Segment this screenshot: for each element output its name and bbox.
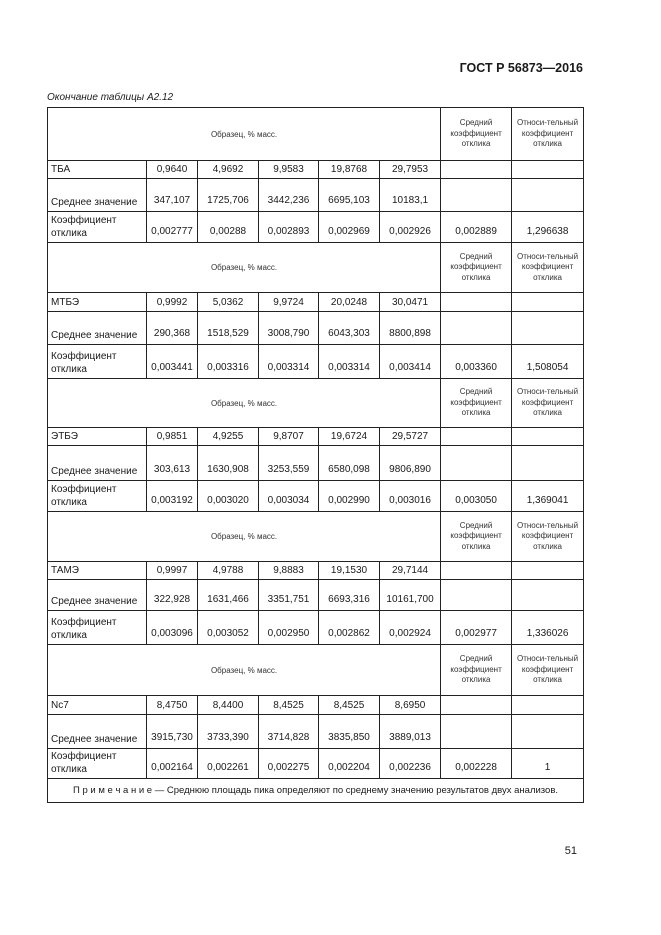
sample-concentration-cell: 29,7953 <box>380 161 441 179</box>
coefficient-value-cell: 0,002261 <box>198 749 259 779</box>
relative-coefficient-cell: 1,296638 <box>512 212 584 243</box>
note-row <box>48 779 584 803</box>
coefficient-value-cell: 0,00288 <box>198 212 259 243</box>
empty-cell <box>512 428 584 446</box>
avg-coefficient-header: Средний коэффициент отклика <box>441 512 512 562</box>
sample-concentration-cell: 8,4525 <box>259 696 319 715</box>
group-header-row <box>48 243 584 293</box>
coefficient-row <box>48 749 584 779</box>
empty-cell <box>441 428 512 446</box>
avg-coefficient-header: Средний коэффициент отклика <box>441 243 512 293</box>
empty-cell <box>441 562 512 580</box>
response-factor-table <box>47 107 584 803</box>
mean-row <box>48 580 584 611</box>
relative-coefficient-cell: 1 <box>512 749 584 779</box>
table-caption: Окончание таблицы А2.12 <box>47 92 174 103</box>
mean-label: Среднее значение <box>48 179 147 212</box>
avg-coefficient-header: Средний коэффициент отклика <box>441 379 512 428</box>
empty-cell <box>441 446 512 481</box>
compound-row <box>48 161 584 179</box>
mean-label: Среднее значение <box>48 312 147 345</box>
mean-value-cell: 6695,103 <box>319 179 380 212</box>
mean-value-cell: 1725,706 <box>198 179 259 212</box>
sample-concentration-cell: 8,4525 <box>319 696 380 715</box>
group-header-row <box>48 108 584 161</box>
mean-value-cell: 3835,850 <box>319 715 380 749</box>
empty-cell <box>441 179 512 212</box>
mean-label: Среднее значение <box>48 715 147 749</box>
sample-concentration-cell: 29,5727 <box>380 428 441 446</box>
relative-coefficient-header: Относи-тельный коэффициент отклика <box>512 379 584 428</box>
mean-value-cell: 6580,098 <box>319 446 380 481</box>
coefficient-label: Коэффициент отклика <box>48 345 147 379</box>
compound-name: Nc7 <box>48 696 147 715</box>
relative-coefficient-header: Относи-тельный коэффициент отклика <box>512 108 584 161</box>
mean-value-cell: 10161,700 <box>380 580 441 611</box>
avg-coefficient-cell: 0,003050 <box>441 481 512 512</box>
sample-concentration-cell: 19,1530 <box>319 562 380 580</box>
coefficient-value-cell: 0,002924 <box>380 611 441 645</box>
empty-cell <box>441 293 512 312</box>
avg-coefficient-cell: 0,002977 <box>441 611 512 645</box>
sample-concentration-cell: 20,0248 <box>319 293 380 312</box>
empty-cell <box>512 179 584 212</box>
sample-column-header: Образец, % масс. <box>48 379 441 428</box>
empty-cell <box>512 293 584 312</box>
relative-coefficient-header: Относи-тельный коэффициент отклика <box>512 512 584 562</box>
sample-concentration-cell: 0,9997 <box>147 562 198 580</box>
relative-coefficient-cell: 1,508054 <box>512 345 584 379</box>
compound-row <box>48 562 584 580</box>
mean-value-cell: 6043,303 <box>319 312 380 345</box>
coefficient-value-cell: 0,002275 <box>259 749 319 779</box>
mean-value-cell: 3351,751 <box>259 580 319 611</box>
coefficient-value-cell: 0,003096 <box>147 611 198 645</box>
compound-name: МТБЭ <box>48 293 147 312</box>
avg-coefficient-cell: 0,002889 <box>441 212 512 243</box>
coefficient-value-cell: 0,002204 <box>319 749 380 779</box>
coefficient-value-cell: 0,003034 <box>259 481 319 512</box>
avg-coefficient-header: Средний коэффициент отклика <box>441 645 512 696</box>
mean-value-cell: 290,368 <box>147 312 198 345</box>
mean-label: Среднее значение <box>48 580 147 611</box>
empty-cell <box>441 312 512 345</box>
sample-concentration-cell: 30,0471 <box>380 293 441 312</box>
coefficient-label: Коэффициент отклика <box>48 749 147 779</box>
sample-concentration-cell: 19,6724 <box>319 428 380 446</box>
coefficient-value-cell: 0,003052 <box>198 611 259 645</box>
compound-name: ЭТБЭ <box>48 428 147 446</box>
coefficient-value-cell: 0,003414 <box>380 345 441 379</box>
coefficient-value-cell: 0,002893 <box>259 212 319 243</box>
mean-value-cell: 303,613 <box>147 446 198 481</box>
coefficient-value-cell: 0,002990 <box>319 481 380 512</box>
sample-column-header: Образец, % масс. <box>48 512 441 562</box>
table-note: П р и м е ч а н и е — Среднюю площадь пика определяют по среднему значению результатов двух анализов. <box>48 779 584 803</box>
sample-concentration-cell: 9,8883 <box>259 562 319 580</box>
coefficient-value-cell: 0,003316 <box>198 345 259 379</box>
coefficient-row <box>48 481 584 512</box>
mean-value-cell: 6693,316 <box>319 580 380 611</box>
compound-name: ТАМЭ <box>48 562 147 580</box>
coefficient-value-cell: 0,003020 <box>198 481 259 512</box>
sample-concentration-cell: 8,4400 <box>198 696 259 715</box>
sample-concentration-cell: 9,9724 <box>259 293 319 312</box>
sample-concentration-cell: 9,9583 <box>259 161 319 179</box>
coefficient-row <box>48 345 584 379</box>
sample-concentration-cell: 8,4750 <box>147 696 198 715</box>
mean-value-cell: 3733,390 <box>198 715 259 749</box>
mean-row <box>48 179 584 212</box>
coefficient-value-cell: 0,003314 <box>259 345 319 379</box>
empty-cell <box>512 446 584 481</box>
sample-concentration-cell: 0,9992 <box>147 293 198 312</box>
mean-value-cell: 9806,890 <box>380 446 441 481</box>
sample-concentration-cell: 0,9640 <box>147 161 198 179</box>
mean-row <box>48 715 584 749</box>
standard-designation: ГОСТ Р 56873—2016 <box>459 61 583 75</box>
mean-row <box>48 446 584 481</box>
mean-value-cell: 322,928 <box>147 580 198 611</box>
page-number: 51 <box>564 845 577 857</box>
sample-concentration-cell: 0,9851 <box>147 428 198 446</box>
mean-value-cell: 347,107 <box>147 179 198 212</box>
sample-concentration-cell: 9,8707 <box>259 428 319 446</box>
empty-cell <box>512 161 584 179</box>
compound-name: ТБА <box>48 161 147 179</box>
empty-cell <box>512 580 584 611</box>
empty-cell <box>441 696 512 715</box>
coefficient-row <box>48 611 584 645</box>
sample-concentration-cell: 29,7144 <box>380 562 441 580</box>
coefficient-value-cell: 0,003441 <box>147 345 198 379</box>
compound-row <box>48 428 584 446</box>
mean-value-cell: 3714,828 <box>259 715 319 749</box>
coefficient-value-cell: 0,002969 <box>319 212 380 243</box>
group-header-row <box>48 379 584 428</box>
compound-row <box>48 293 584 312</box>
group-header-row <box>48 512 584 562</box>
mean-value-cell: 3442,236 <box>259 179 319 212</box>
coefficient-value-cell: 0,003192 <box>147 481 198 512</box>
avg-coefficient-cell: 0,003360 <box>441 345 512 379</box>
sample-concentration-cell: 19,8768 <box>319 161 380 179</box>
sample-concentration-cell: 8,6950 <box>380 696 441 715</box>
coefficient-row <box>48 212 584 243</box>
empty-cell <box>441 715 512 749</box>
empty-cell <box>512 312 584 345</box>
coefficient-label: Коэффициент отклика <box>48 212 147 243</box>
sample-concentration-cell: 4,9788 <box>198 562 259 580</box>
empty-cell <box>512 562 584 580</box>
coefficient-value-cell: 0,002236 <box>380 749 441 779</box>
sample-column-header: Образец, % масс. <box>48 243 441 293</box>
coefficient-value-cell: 0,002926 <box>380 212 441 243</box>
coefficient-value-cell: 0,003314 <box>319 345 380 379</box>
relative-coefficient-cell: 1,369041 <box>512 481 584 512</box>
mean-value-cell: 3253,559 <box>259 446 319 481</box>
mean-label: Среднее значение <box>48 446 147 481</box>
relative-coefficient-cell: 1,336026 <box>512 611 584 645</box>
coefficient-value-cell: 0,002862 <box>319 611 380 645</box>
avg-coefficient-cell: 0,002228 <box>441 749 512 779</box>
mean-value-cell: 10183,1 <box>380 179 441 212</box>
relative-coefficient-header: Относи-тельный коэффициент отклика <box>512 243 584 293</box>
coefficient-label: Коэффициент отклика <box>48 611 147 645</box>
mean-value-cell: 3889,013 <box>380 715 441 749</box>
mean-value-cell: 8800,898 <box>380 312 441 345</box>
coefficient-value-cell: 0,002950 <box>259 611 319 645</box>
group-header-row <box>48 645 584 696</box>
sample-column-header: Образец, % масс. <box>48 108 441 161</box>
sample-column-header: Образец, % масс. <box>48 645 441 696</box>
sample-concentration-cell: 5,0362 <box>198 293 259 312</box>
mean-value-cell: 3008,790 <box>259 312 319 345</box>
avg-coefficient-header: Средний коэффициент отклика <box>441 108 512 161</box>
empty-cell <box>441 580 512 611</box>
sample-concentration-cell: 4,9255 <box>198 428 259 446</box>
empty-cell <box>441 161 512 179</box>
coefficient-value-cell: 0,002164 <box>147 749 198 779</box>
coefficient-label: Коэффициент отклика <box>48 481 147 512</box>
coefficient-value-cell: 0,003016 <box>380 481 441 512</box>
sample-concentration-cell: 4,9692 <box>198 161 259 179</box>
mean-row <box>48 312 584 345</box>
relative-coefficient-header: Относи-тельный коэффициент отклика <box>512 645 584 696</box>
mean-value-cell: 1630,908 <box>198 446 259 481</box>
empty-cell <box>512 715 584 749</box>
mean-value-cell: 3915,730 <box>147 715 198 749</box>
compound-row <box>48 696 584 715</box>
coefficient-value-cell: 0,002777 <box>147 212 198 243</box>
mean-value-cell: 1631,466 <box>198 580 259 611</box>
empty-cell <box>512 696 584 715</box>
mean-value-cell: 1518,529 <box>198 312 259 345</box>
